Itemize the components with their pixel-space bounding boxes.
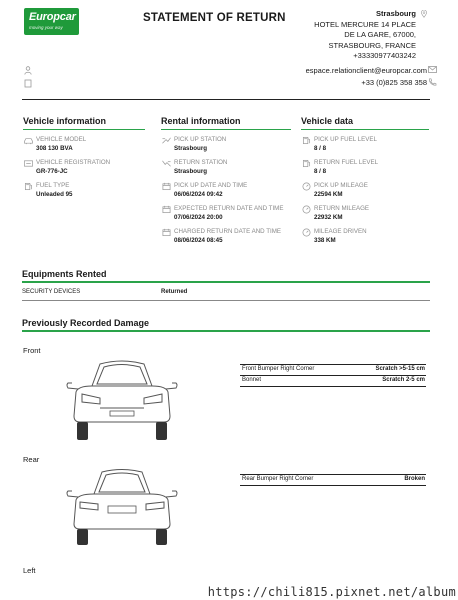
- info-field-label: PICK UP DATE AND TIME: [174, 182, 248, 189]
- info-field-text: [174, 182, 247, 199]
- station-phone: +33330977403242: [353, 51, 416, 60]
- info-field: [301, 159, 429, 176]
- contact-icons: [428, 66, 438, 86]
- logo-wordmark: Europcar: [29, 11, 76, 23]
- pickup-icon: [161, 136, 172, 145]
- damage-row: [240, 474, 426, 485]
- damage-heading: Previously Recorded Damage: [22, 318, 150, 328]
- info-field-value: GR-776-JC: [36, 168, 68, 175]
- info-field-label: RETURN MILEAGE: [314, 205, 370, 212]
- station-address-line-3: STRASBOURG, FRANCE: [328, 40, 416, 50]
- info-field: [301, 228, 429, 245]
- info-field-label: CHARGED RETURN DATE AND TIME: [174, 228, 282, 235]
- damage-row: [240, 375, 426, 386]
- damage-divider: [22, 330, 430, 332]
- damage-type: Broken: [404, 476, 425, 482]
- info-field-value: Unleaded 95: [36, 191, 73, 198]
- gauge-icon: [301, 182, 312, 191]
- info-field-text: [314, 159, 378, 176]
- info-field-value: 22594 KM: [314, 191, 343, 198]
- damage-row: [240, 364, 426, 375]
- info-field-text: [174, 136, 226, 153]
- customer-icons: [24, 66, 32, 88]
- rental-information-heading: Rental information: [161, 116, 291, 130]
- info-field-value: 08/06/2024 08:45: [174, 237, 223, 244]
- front-view-label: Front: [23, 346, 41, 355]
- gauge-icon: [301, 228, 312, 237]
- info-field-text: [314, 182, 368, 199]
- damage-part: Bonnet: [242, 377, 262, 383]
- info-field-text: [174, 228, 281, 245]
- phone-icon: [428, 78, 437, 86]
- info-field: [301, 136, 429, 153]
- info-field: [161, 136, 291, 153]
- info-field: [161, 228, 291, 245]
- damage-list-end: [240, 386, 426, 387]
- info-field-value: 338 KM: [314, 237, 336, 244]
- damage-part: Front Bumper Right Corner: [242, 366, 315, 372]
- station-address-line-2: DE LA GARE, 67000,: [344, 30, 416, 39]
- damage-type: Scratch 2-5 cm: [382, 377, 425, 383]
- station-city: Strasbourg: [375, 9, 416, 18]
- info-field: [161, 205, 291, 222]
- info-field-value: 8 / 8: [314, 168, 327, 175]
- equipment-status: Returned: [161, 289, 188, 295]
- info-field-label: VEHICLE MODEL: [36, 136, 87, 143]
- vehicle-data-section: [301, 116, 429, 251]
- station-address: [314, 9, 416, 62]
- info-field-value: 06/06/2024 09:42: [174, 191, 223, 198]
- calendar-icon: [161, 205, 172, 214]
- rear-damage-list: [240, 474, 426, 486]
- equipments-bottom-divider: [22, 300, 430, 301]
- info-field-label: MILEAGE DRIVEN: [314, 228, 367, 235]
- info-field: [23, 136, 145, 153]
- header-divider: [22, 99, 430, 100]
- station-address-line-1: HOTEL MERCURE 14 PLACE: [314, 19, 416, 29]
- info-field-value: 8 / 8: [314, 145, 327, 152]
- rental-information-section: [161, 116, 291, 251]
- info-field-label: EXPECTED RETURN DATE AND TIME: [174, 205, 284, 212]
- car-icon: [23, 136, 34, 145]
- info-field: [23, 182, 145, 199]
- info-field-label: FUEL TYPE: [36, 182, 70, 189]
- document-icon: [24, 79, 32, 88]
- watermark-url: https://chili815.pixnet.net/album: [207, 585, 456, 599]
- calendar-icon: [161, 182, 172, 191]
- equipment-name: SECURITY DEVICES: [22, 289, 81, 295]
- info-field-text: [314, 136, 377, 153]
- info-field: [301, 205, 429, 222]
- info-field-label: PICK UP STATION: [174, 136, 227, 143]
- info-field-text: [174, 205, 283, 222]
- vehicle-data-heading: Vehicle data: [301, 116, 429, 130]
- plate-icon: [23, 159, 34, 168]
- fuel-icon: [301, 159, 312, 168]
- equipments-rented-heading: Equipments Rented: [22, 269, 107, 279]
- info-field-text: [36, 159, 110, 176]
- info-field: [161, 182, 291, 199]
- info-field: [301, 182, 429, 199]
- damage-list-end: [240, 485, 426, 486]
- front-damage-list: [240, 364, 426, 387]
- contact-email[interactable]: espace.relationclient@europcar.com: [305, 66, 427, 75]
- info-field-text: [36, 136, 86, 153]
- logo-tagline: moving your way: [29, 25, 63, 30]
- envelope-icon: [428, 66, 437, 73]
- info-field-label: RETURN STATION: [174, 159, 228, 166]
- info-field: [23, 159, 145, 176]
- info-field-label: PICK UP MILEAGE: [314, 182, 368, 189]
- info-field-text: [314, 228, 367, 245]
- info-field-text: [314, 205, 369, 222]
- vehicle-information-heading: Vehicle information: [23, 116, 145, 130]
- vehicle-information-section: [23, 116, 145, 205]
- left-view-label: Left: [23, 566, 36, 575]
- contact-block: [306, 65, 427, 89]
- document-title: STATEMENT OF RETURN: [143, 12, 286, 24]
- equipments-divider: [22, 281, 430, 283]
- location-pin-icon: [420, 10, 428, 18]
- gauge-icon: [301, 205, 312, 214]
- info-field-text: [174, 159, 227, 176]
- calendar-icon: [161, 228, 172, 237]
- info-field-value: 07/06/2024 20:00: [174, 214, 223, 221]
- info-field-label: VEHICLE REGISTRATION: [36, 159, 111, 166]
- info-field-label: RETURN FUEL LEVEL: [314, 159, 379, 166]
- person-icon: [24, 66, 32, 75]
- info-field-value: 22932 KM: [314, 214, 343, 221]
- info-field-value: Strasbourg: [174, 168, 208, 175]
- info-field-value: Strasbourg: [174, 145, 208, 152]
- europcar-logo: [24, 8, 79, 35]
- damage-part: Rear Bumper Right Corner: [242, 476, 314, 482]
- return-icon: [161, 159, 172, 168]
- fuel-icon: [301, 136, 312, 145]
- rear-view-label: Rear: [23, 455, 40, 464]
- car-front-diagram: [64, 356, 180, 442]
- damage-type: Scratch >5-15 cm: [375, 366, 425, 372]
- info-field: [161, 159, 291, 176]
- info-field-value: 308 130 BVA: [36, 145, 73, 152]
- info-field-label: PICK UP FUEL LEVEL: [314, 136, 377, 143]
- car-rear-diagram: [64, 466, 180, 546]
- fuel-icon: [23, 182, 34, 191]
- info-field-text: [36, 182, 72, 199]
- contact-phone[interactable]: +33 (0)825 358 358: [361, 78, 427, 87]
